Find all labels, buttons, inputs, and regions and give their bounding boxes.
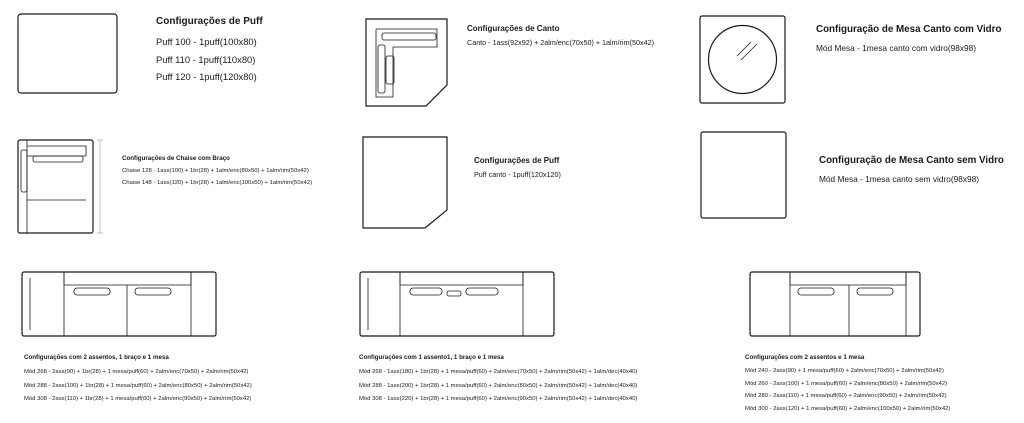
two-seats-b-line: Mód 300 - 2ass(120) + 1 mesa/puff(60) + 2alm/enc(100x50) + 2alm/rim(50x42): [745, 405, 951, 412]
one-seat-line: Mód 308 - 1ass(220) + 1br(28) + 1 mesa/puff(60) + 2alm/enc(90x50) + 2alm/rim(50x42) + 1alm/dec(40x40): [359, 396, 638, 402]
two-seats-a-block: [24, 354, 252, 407]
puff-canto-line: Puff canto - 1puff(120x120): [474, 170, 561, 179]
one-seat-title: Configurações com 1 assento1, 1 braço e 1 mesa: [359, 354, 504, 361]
chaise-line: Chaise 148 - 1ass(120) + 1br(28) + 1alm/enc(100x50) + 1alm/rim(50x42): [122, 180, 313, 186]
one-seat-line: Mód 268 - 1ass(180) + 1br(28) + 1 mesa/puff(60) + 2alm/enc(70x50) + 2alm/rim(50x42) + 1alm/dec(40x40): [359, 369, 638, 375]
mesa-sem-vidro-line: Mód Mesa - 1mesa canto sem vidro(98x98): [819, 174, 980, 184]
sofa-two-seats-b-drawing: [750, 272, 920, 336]
two-seats-b-title: Configurações com 2 assentos e 1 mesa: [745, 354, 865, 361]
two-seats-a-line: Mód 288 - 2ass(100) + 1br(28) + 1 mesa/puff(60) + 2alm/enc(80x50) + 2alm/rim(50x42): [24, 382, 252, 389]
puff-line: Puff 100 - 1puff(100x80): [156, 36, 257, 47]
mesa-vidro-drawing: [700, 16, 785, 103]
two-seats-b-block: [745, 354, 950, 415]
canto-line: Canto - 1ass(92x92) + 2alm/enc(70x50) + 1alm/rim(50x42): [467, 38, 654, 47]
puff-line: Puff 110 - 1puff(110x80): [156, 53, 256, 65]
one-seat-line: Mód 288 - 1ass(200) + 1br(28) + 1 mesa/puff(60) + 2alm/enc(80x50) + 2alm/rim(50x42) + 1alm/dec(40x40): [359, 382, 638, 389]
one-seat-block: [359, 354, 637, 407]
puff-drawing: [18, 14, 117, 93]
puff-line: Puff 120 - 1puff(120x80): [156, 71, 257, 82]
mesa-vidro-title: Configuração de Mesa Canto com Vidro: [816, 24, 1002, 35]
mesa-vidro-line: Mód Mesa - 1mesa canto com vidro(98x98): [816, 43, 977, 53]
puff-canto-title: Configurações de Puff: [474, 156, 560, 165]
sofa-two-seats-a-drawing: [22, 272, 216, 336]
puff-canto-drawing: [363, 137, 447, 228]
two-seats-a-title: Configurações com 2 assentos, 1 braço e 1 mesa: [24, 354, 169, 361]
puff-title: Configurações de Puff: [156, 16, 263, 27]
mesa-sem-vidro-block: [819, 155, 1004, 186]
two-seats-b-line: Mód 280 - 2ass(110) + 1 mesa/puff(60) + 2alm/enc(90x50) + 2alm/rim(50x42): [745, 393, 947, 399]
mesa-sem-vidro-title: Configuração de Mesa Canto sem Vidro: [819, 155, 1004, 166]
chaise-title: Configurações de Chaise com Braço: [122, 155, 230, 162]
chaise-line: Chaise 128 - 1ass(100) + 1br(28) + 1alm/enc(80x50) + 1alm/rim(50x42): [122, 168, 309, 174]
canto-title: Configurações de Canto: [467, 24, 560, 33]
two-seats-a-line: Mód 268 - 2ass(90) + 1br(28) + 1 mesa/puff(60) + 2alm/enc(70x50) + 2alm/rim(50x42): [24, 369, 249, 375]
two-seats-b-line: Mód 260 - 2ass(100) + 1 mesa/puff(60) + 2alm/enc(80x50) + 2alm/rim(50x42): [745, 380, 948, 387]
chaise-drawing: [18, 140, 103, 233]
two-seats-a-line: Mód 308 - 2ass(110) + 1br(28) + 1 mesa/puff(60) + 2alm/enc(90x50) + 2alm/rim(50x42): [24, 396, 252, 402]
sofa-one-seat-drawing: [360, 272, 554, 336]
puff-canto-block: [474, 156, 561, 180]
mesa-sem-vidro-drawing: [701, 132, 786, 218]
canto-block: [467, 24, 654, 48]
mesa-vidro-block: [816, 24, 1001, 55]
puff-block: [156, 16, 263, 86]
two-seats-b-line: Mód 240 - 2ass(90) + 1 mesa/puff(60) + 2alm/enc(70x50) + 2alm/rim(50x42): [745, 368, 944, 374]
chaise-block: [122, 155, 312, 189]
canto-drawing: [366, 19, 447, 106]
